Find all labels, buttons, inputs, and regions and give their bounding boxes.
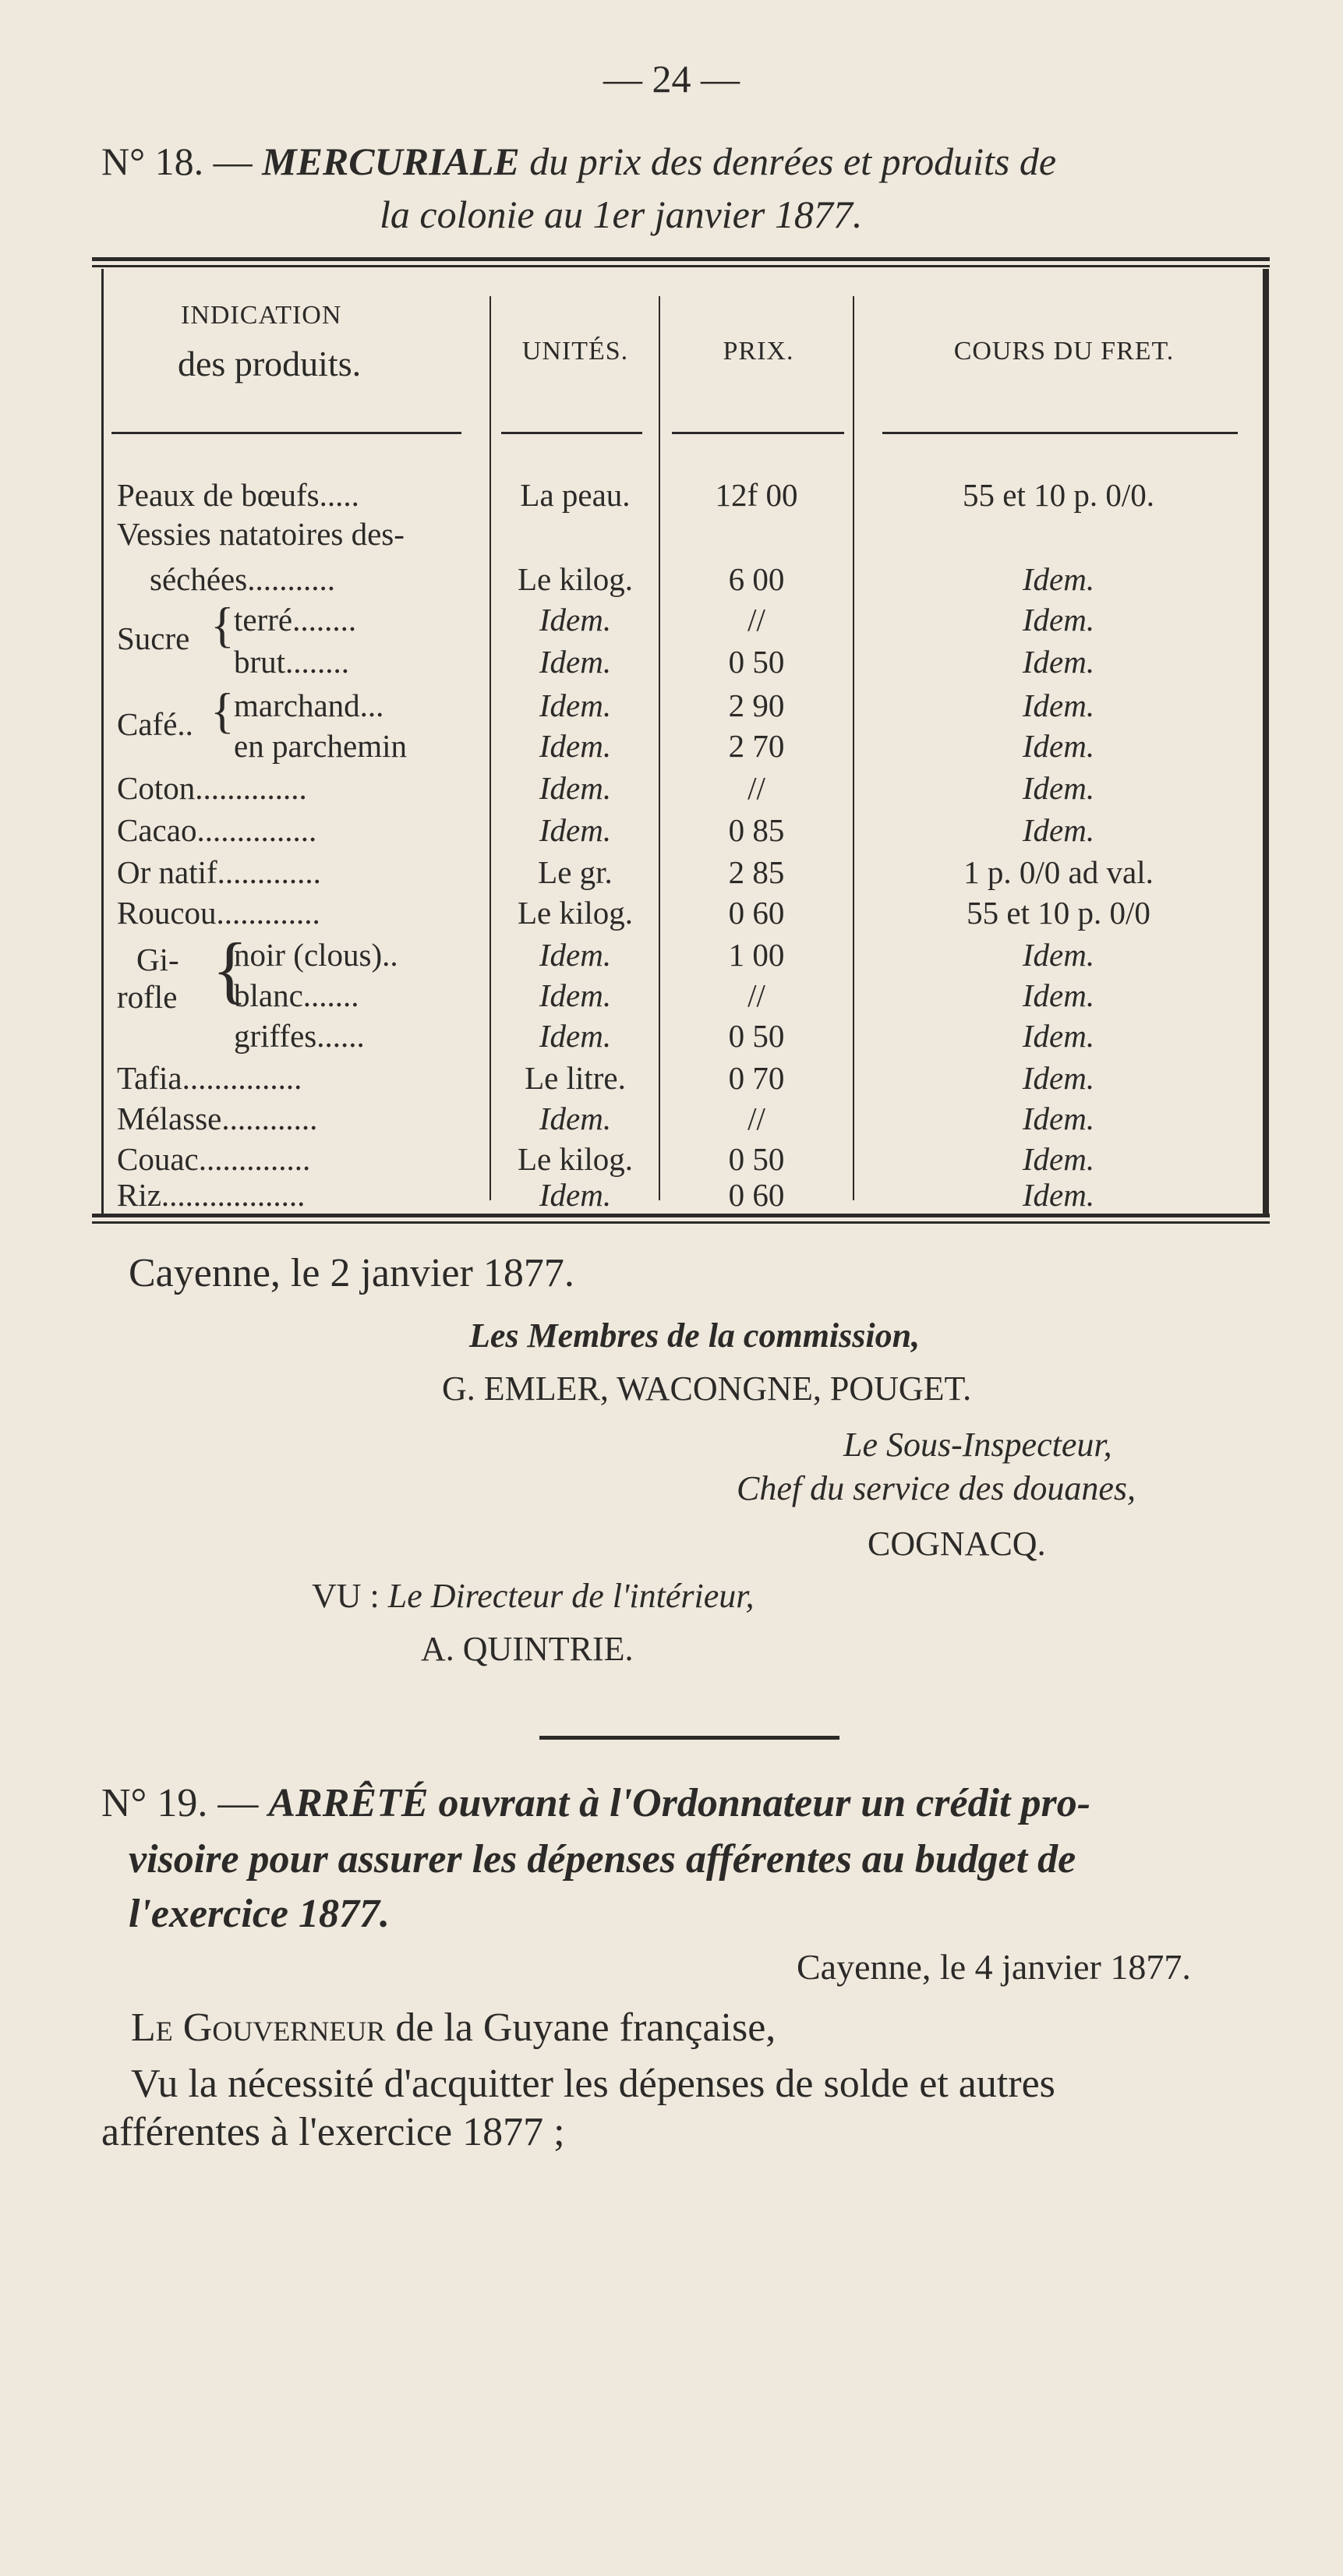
- freight: 1 p. 0/0 ad val.: [963, 854, 1154, 890]
- product-label: griffes......: [234, 1018, 365, 1054]
- price: 2 70: [728, 728, 785, 764]
- freight: 55 et 10 p. 0/0.: [963, 477, 1154, 513]
- header-underline-4: [882, 432, 1238, 434]
- section-18-number: N° 18.: [101, 140, 204, 183]
- price: 6 00: [728, 561, 785, 597]
- product-label: séchées...........: [150, 561, 335, 597]
- product-label: Tafia...............: [117, 1060, 302, 1096]
- price: 2 85: [728, 854, 785, 890]
- brace: {: [210, 597, 235, 652]
- header-underline-1: [111, 432, 461, 434]
- product-label: Mélasse............: [117, 1101, 318, 1136]
- section-18-title-line2: la colonie au 1er janvier 1877.: [380, 193, 863, 236]
- header-indication: INDICATION: [181, 301, 342, 330]
- section-19-dash: —: [217, 1781, 259, 1825]
- section-separator: [539, 1736, 839, 1740]
- product-label: Roucou.............: [117, 895, 320, 931]
- freight: Idem.: [1022, 1177, 1095, 1213]
- brace: {: [212, 928, 249, 1011]
- gouverneur-le: Le: [131, 2005, 173, 2050]
- product-label: terré........: [234, 602, 357, 638]
- product-label: Coton..............: [117, 770, 307, 806]
- gouverneur-line: [131, 2005, 776, 2051]
- product-label: blanc.......: [234, 977, 359, 1013]
- product-label: Cacao...............: [117, 812, 317, 848]
- group-label-girofle-2: rofle: [117, 979, 178, 1015]
- vu-paragraph-line1: Vu la nécessité d'acquitter les dépenses de solde et autres: [131, 2062, 1055, 2106]
- header-produits: des produits.: [178, 344, 362, 383]
- members-title: Les Membres de la commission,: [469, 1316, 921, 1355]
- freight: Idem.: [1022, 728, 1095, 764]
- freight: Idem.: [1022, 644, 1095, 680]
- freight: Idem.: [1022, 937, 1095, 973]
- section-19-date: Cayenne, le 4 janvier 1877.: [797, 1947, 1191, 1987]
- page-number: — 24 —: [603, 57, 740, 101]
- header-underline-2: [501, 432, 642, 434]
- price: 12f 00: [715, 477, 798, 513]
- price: 0 85: [728, 812, 785, 848]
- price: 0 70: [728, 1060, 785, 1096]
- freight: Idem.: [1022, 1101, 1095, 1136]
- price: //: [747, 1101, 765, 1136]
- unit: Idem.: [539, 728, 612, 764]
- price: //: [747, 602, 765, 638]
- price: 0 50: [728, 1018, 785, 1054]
- column-divider-1: [489, 296, 491, 1200]
- signature-quintrie: A. QUINTRIE.: [421, 1630, 634, 1668]
- section-18-title: MERCURIALE: [262, 140, 520, 183]
- product-label: Or natif.............: [117, 854, 321, 890]
- table-left-border: [101, 269, 104, 1214]
- group-label-sucre: Sucre: [117, 620, 190, 656]
- unit: Idem.: [539, 687, 612, 723]
- freight: Idem.: [1022, 602, 1095, 638]
- unit: Idem.: [539, 1177, 612, 1213]
- members-names: G. EMLER, WACONGNE, POUGET.: [442, 1369, 972, 1408]
- freight: Idem.: [1022, 1060, 1095, 1096]
- price: //: [747, 770, 765, 806]
- gouverneur: Gouverneur: [182, 2005, 386, 2050]
- section-19-heading: [101, 1780, 1090, 1826]
- header-unites: UNITÉS.: [521, 337, 629, 366]
- price: 0 60: [728, 1177, 785, 1213]
- price: 0 50: [728, 644, 785, 680]
- table-top-rule: [92, 257, 1270, 261]
- unit: Idem.: [539, 937, 612, 973]
- product-label: Vessies natatoires des-: [117, 516, 405, 552]
- vu-title: Le Directeur de l'intérieur,: [387, 1577, 755, 1615]
- unit: Le kilog.: [517, 895, 634, 931]
- freight: Idem.: [1022, 812, 1095, 848]
- price: 0 50: [728, 1141, 785, 1177]
- price: 2 90: [728, 687, 785, 723]
- unit: Idem.: [539, 977, 612, 1013]
- unit: Idem.: [539, 602, 612, 638]
- column-divider-3: [853, 296, 854, 1200]
- price: 1 00: [728, 937, 785, 973]
- table-right-border: [1263, 269, 1269, 1214]
- section-19-title: ARRÊTÉ: [268, 1781, 429, 1825]
- table-bottom-rule-2: [92, 1221, 1270, 1224]
- price: 0 60: [728, 895, 785, 931]
- sous-inspecteur: Le Sous-Inspecteur,: [843, 1426, 1112, 1464]
- unit: Idem.: [539, 1101, 612, 1136]
- unit: La peau.: [520, 477, 631, 513]
- chef-douanes: Chef du service des douanes,: [737, 1469, 1136, 1507]
- freight: Idem.: [1022, 770, 1095, 806]
- freight: Idem.: [1022, 561, 1095, 597]
- vu-label: VU :: [312, 1577, 380, 1615]
- signature-cognacq: COGNACQ.: [868, 1525, 1046, 1563]
- section-18-heading: [101, 139, 1056, 184]
- freight: Idem.: [1022, 687, 1095, 723]
- section-18-dash: —: [213, 140, 253, 183]
- vu-paragraph-line2: afférentes à l'exercice 1877 ;: [101, 2110, 565, 2154]
- header-underline-3: [672, 432, 844, 434]
- header-cours: COURS DU FRET.: [953, 337, 1175, 366]
- brace: {: [210, 683, 235, 738]
- group-label-girofle-1: Gi-: [136, 942, 179, 977]
- section-19-title-line3: l'exercice 1877.: [129, 1892, 390, 1936]
- price: //: [747, 977, 765, 1013]
- product-label: Couac..............: [117, 1141, 311, 1177]
- product-label: noir (clous)..: [234, 937, 398, 973]
- product-label: Peaux de bœufs.....: [117, 477, 359, 513]
- unit: Idem.: [539, 812, 612, 848]
- header-prix: PRIX.: [723, 337, 794, 366]
- product-label: en parchemin: [234, 728, 407, 764]
- gouverneur-rest: de la Guyane française,: [395, 2005, 776, 2050]
- unit: Le gr.: [538, 854, 613, 890]
- section-18-title-rest: du prix des denrées et produits de: [529, 140, 1057, 183]
- section-19-number: N° 19.: [101, 1781, 208, 1825]
- section-19-title-line2: visoire pour assurer les dépenses afférentes au budget de: [129, 1837, 1076, 1882]
- product-label: Riz..................: [117, 1177, 306, 1213]
- freight: 55 et 10 p. 0/0: [967, 895, 1150, 931]
- product-label: brut........: [234, 644, 350, 680]
- freight: Idem.: [1022, 1018, 1095, 1054]
- unit: Idem.: [539, 770, 612, 806]
- section-19-title-rest: ouvrant à l'Ordonnateur un crédit pro-: [438, 1781, 1091, 1825]
- unit: Le kilog.: [517, 561, 634, 597]
- group-label-cafe: Café..: [117, 706, 193, 742]
- unit: Idem.: [539, 644, 612, 680]
- freight: Idem.: [1022, 1141, 1095, 1177]
- unit: Le kilog.: [517, 1141, 634, 1177]
- product-label: marchand...: [234, 687, 384, 723]
- unit: Idem.: [539, 1018, 612, 1054]
- unit: Le litre.: [525, 1060, 626, 1096]
- vu-line: [312, 1576, 754, 1616]
- column-divider-2: [659, 296, 660, 1200]
- freight: Idem.: [1022, 977, 1095, 1013]
- place-date: Cayenne, le 2 janvier 1877.: [129, 1251, 574, 1295]
- table-top-rule-2: [92, 265, 1270, 267]
